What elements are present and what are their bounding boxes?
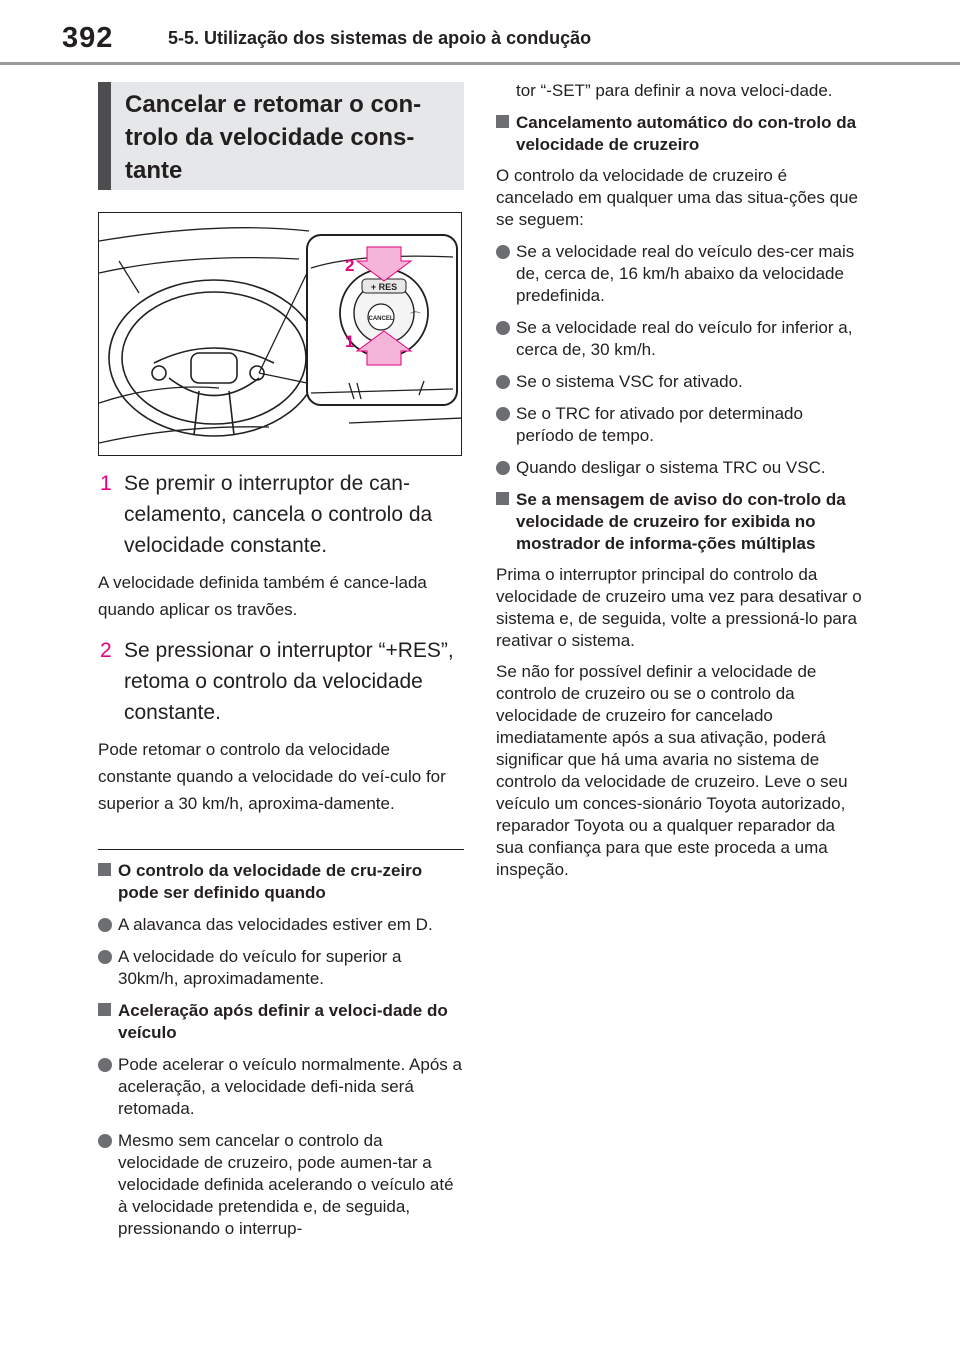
list-item [496, 371, 864, 393]
step-1 [98, 468, 464, 561]
sub-heading-text: O controlo da velocidade de cru-zeiro pode ser definido quando [118, 861, 423, 902]
page-number: 392 [62, 22, 114, 54]
list-item-text: Se a velocidade real do veículo des-cer mais de, cerca de, 16 km/h abaixo da velocidade predefinida. [516, 242, 855, 305]
step-number: 1 [100, 472, 112, 495]
square-bullet-icon [496, 492, 509, 505]
list-item-text: Se o sistema VSC for ativado. [516, 372, 743, 391]
callout-1: 1 [345, 332, 355, 351]
dot-bullet-icon [98, 918, 112, 932]
section-title: 5-5. Utilização dos sistemas de apoio à condução [168, 28, 592, 48]
step-text: Se premir o interruptor de can-celamento, cancela o controlo da velocidade constante. [124, 472, 433, 557]
dot-bullet-icon [496, 461, 510, 475]
header-rule [0, 62, 960, 65]
dot-bullet-icon [496, 245, 510, 259]
paragraph: O controlo da velocidade de cruzeiro é cancelado em qualquer uma das situa-ções que se seguem: [496, 166, 858, 229]
title-line: Cancelar e retomar o con- [125, 91, 422, 118]
note: A velocidade definida também é cance-lada quando aplicar os travões. [98, 573, 427, 619]
list-item [496, 457, 864, 479]
step-text: Se pressionar o interruptor “+RES”, retoma o controlo da velocidade constante. [124, 639, 454, 724]
sub-heading [496, 112, 864, 156]
list-item-text: A velocidade do veículo for superior a 30km/h, aproximadamente. [118, 947, 402, 988]
paragraph: Se não for possível definir a velocidade de controlo de cruzeiro ou se o controlo da velocidade de cruzeiro for cancelado imediatamente após a sua ativação, poderá significar que há uma avaria no sistema de controlo da velocidade de cruzeiro. Leve o seu veículo um conces-sionário Toyota autorizado, reparador Toyota ou a qualquer reparador da sua confiança para que este proceda a uma inspeção. [496, 662, 848, 879]
list-item-text: Pode acelerar o veículo normalmente. Após a aceleração, a velocidade defi-nida será retomada. [118, 1055, 462, 1118]
sub-heading-text: Aceleração após definir a veloci-dade do veículo [118, 1001, 448, 1042]
dot-bullet-icon [496, 321, 510, 335]
dot-bullet-icon [98, 1058, 112, 1072]
dot-bullet-icon [496, 407, 510, 421]
dot-bullet-icon [496, 375, 510, 389]
callout-2: 2 [345, 256, 355, 275]
title-box [98, 82, 464, 190]
list-item-text: Mesmo sem cancelar o controlo da velocidade de cruzeiro, pode aumen-tar a velocidade definida acelerando o veículo até à velocidade pretendida e, de seguida, pressionando o interrup- [118, 1131, 454, 1238]
cruise-control-icon: ⌒ [410, 311, 421, 324]
list-item [98, 946, 464, 990]
list-item [496, 241, 864, 307]
title-line: tante [125, 157, 183, 184]
list-item [98, 1054, 464, 1120]
step-number: 2 [100, 639, 112, 662]
note: Pode retomar o controlo da velocidade constante quando a velocidade do veí-culo for superior a 30 km/h, aproxima-damente. [98, 740, 446, 813]
square-bullet-icon [98, 1003, 111, 1016]
list-item-text: A alavanca das velocidades estiver em D. [118, 915, 433, 934]
paragraph: Prima o interruptor principal do controlo da velocidade de cruzeiro uma vez para desativar o sistema e, de seguida, volte a pressioná-lo para reativar o sistema. [496, 565, 862, 650]
list-item [98, 1130, 464, 1240]
sub-heading-text: Se a mensagem de aviso do con-trolo da velocidade de cruzeiro for exibida no mostrador de informa-ções múltiplas [516, 490, 846, 553]
steering-wheel-drawing [99, 213, 462, 456]
step-2 [98, 635, 464, 728]
list-item [496, 317, 864, 361]
sub-heading-text: Cancelamento automático do con-trolo da velocidade de cruzeiro [516, 113, 857, 154]
continuation-text: tor “-SET” para definir a nova veloci-dade. [516, 81, 833, 100]
square-bullet-icon [496, 115, 509, 128]
sub-heading [98, 860, 464, 904]
right-column [496, 80, 864, 881]
cancel-switch-label: CANCEL [368, 316, 394, 322]
list-item [496, 403, 864, 447]
title-line: trolo da velocidade cons- [125, 124, 415, 151]
list-item [98, 914, 464, 936]
list-item-text: Se o TRC for ativado por determinado período de tempo. [516, 404, 803, 445]
sub-heading [98, 1000, 464, 1044]
section-divider [98, 849, 464, 850]
list-item-text: Se a velocidade real do veículo for inferior a, cerca de, 30 km/h. [516, 318, 853, 359]
page-header [0, 0, 960, 64]
steering-wheel-illustration [98, 212, 462, 456]
left-column [98, 82, 464, 1240]
dot-bullet-icon [98, 950, 112, 964]
list-item-text: Quando desligar o sistema TRC ou VSC. [516, 458, 826, 477]
dot-bullet-icon [98, 1134, 112, 1148]
sub-heading [496, 489, 864, 555]
res-switch-label: + RES [370, 282, 398, 292]
square-bullet-icon [98, 863, 111, 876]
